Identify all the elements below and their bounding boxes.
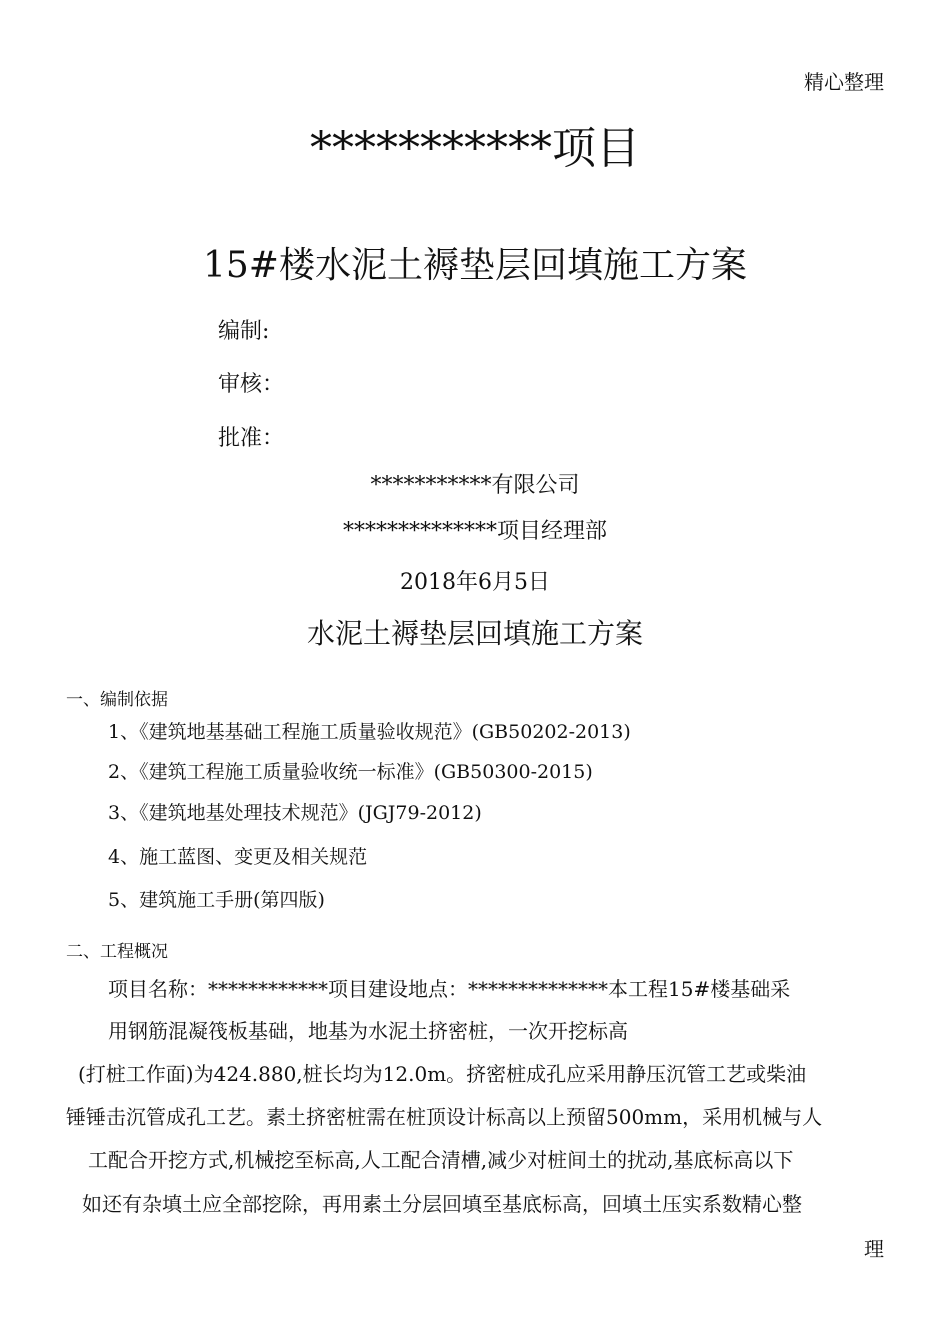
department-name: **************项目经理部 — [342, 519, 607, 544]
overview-line: 工配合开挖方式,机械挖至标高,人工配合清槽,减少对桩间土的扰动,基底标高以下 — [88, 1148, 794, 1172]
signature-compiled-by: 编制: — [218, 319, 270, 344]
project-title: ***********项目 — [310, 123, 640, 174]
section2-heading: 二、工程概况 — [66, 942, 168, 962]
company-name: ***********有限公司 — [370, 473, 580, 498]
overview-line: (打桩工作面)为424.880,桩长均为12.0m。挤密桩成孔应采用静压沉管工艺或柴油 — [78, 1062, 807, 1086]
signature-reviewed-by: 审核： — [218, 372, 285, 397]
overview-line: 项目名称：************项目建设地点：**************本工程15#楼基础采 — [108, 977, 791, 1001]
reference-item: 2、《建筑工程施工质量验收统一标准》(GB50300-2015) — [108, 761, 593, 783]
header-note: 精心整理 — [804, 70, 884, 94]
overview-line: 锤锤击沉管成孔工艺。素土挤密桩需在桩顶设计标高以上预留500mm，采用机械与人 — [66, 1105, 823, 1129]
signature-approved-by: 批准： — [218, 426, 285, 451]
overview-line: 理 — [864, 1237, 884, 1261]
overview-line: 如还有杂填土应全部挖除，再用素土分层回填至基底标高，回填土压实系数精心整 — [82, 1192, 802, 1216]
section1-heading: 一、编制依据 — [66, 690, 168, 710]
reference-item: 5、建筑施工手册(第四版) — [108, 889, 325, 911]
reference-item: 1、《建筑地基基础工程施工质量验收规范》(GB50202-2013) — [108, 721, 631, 743]
reference-item: 4、施工蓝图、变更及相关规范 — [108, 846, 368, 868]
overview-line: 用钢筋混凝筏板基础，地基为水泥土挤密桩，一次开挖标高 — [108, 1019, 628, 1043]
document-title: 15#楼水泥土褥垫层回填施工方案 — [203, 245, 747, 286]
section-title: 水泥土褥垫层回填施工方案 — [306, 617, 643, 650]
reference-item: 3、《建筑地基处理技术规范》(JGJ79-2012) — [108, 802, 482, 824]
document-date: 2018年6月5日 — [400, 570, 550, 595]
